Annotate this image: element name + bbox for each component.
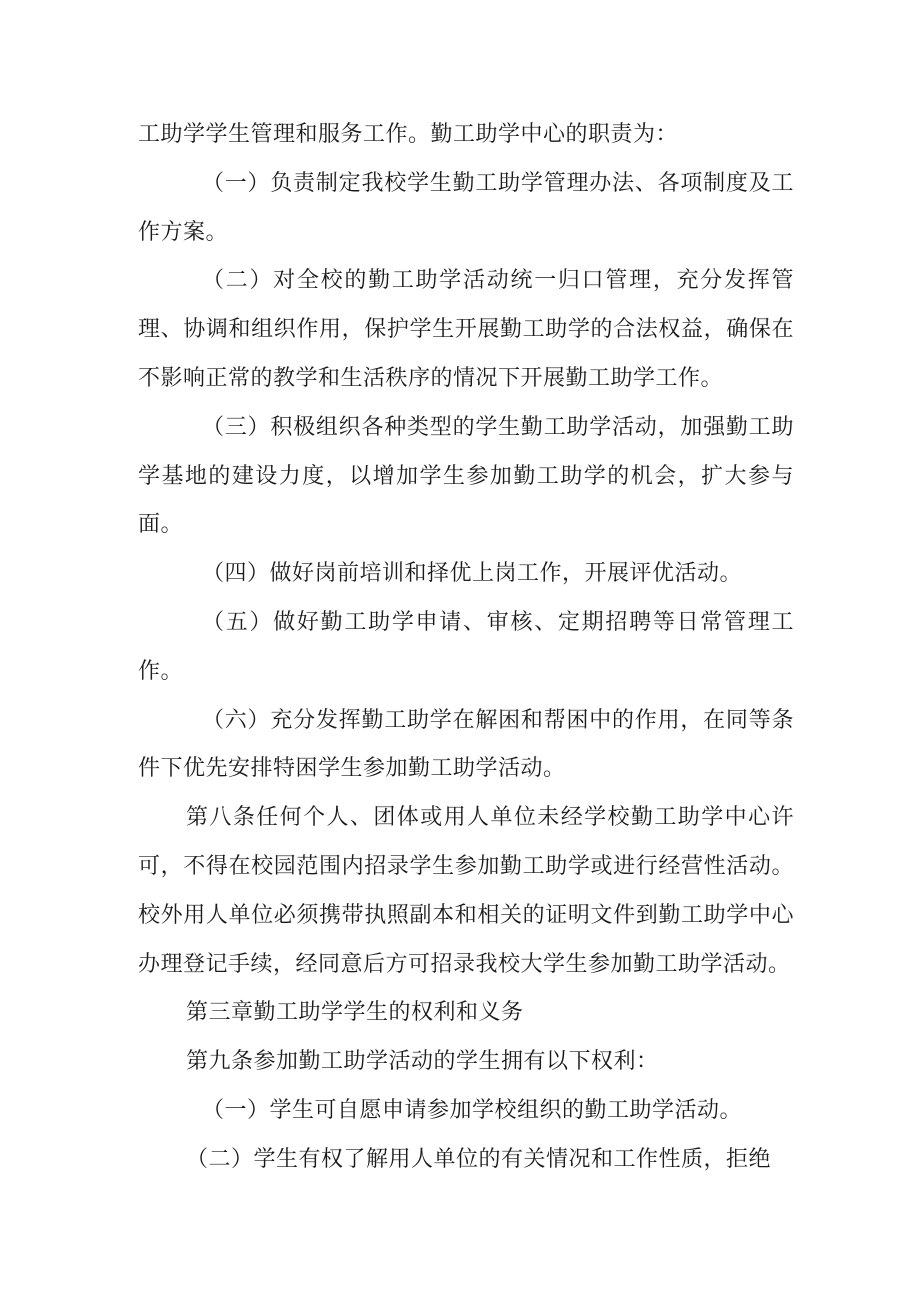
chapter-3-heading: 第三章勤工助学学生的权利和义务 [186, 1000, 524, 1026]
paragraph-duty-3: （三）积极组织各种类型的学生勤工助学活动，加强勤工助学基地的建设力度，以增加学生参加勤工助学的机会，扩大参与面。 [138, 414, 794, 538]
paragraph-article-9: 第九条参加勤工助学活动的学生拥有以下权利： [186, 1049, 659, 1075]
paragraph-duties-intro: 工助学学生管理和服务工作。勤工助学中心的职责为： [138, 122, 679, 147]
paragraph-duty-1: （一）负责制定我校学生勤工助学管理办法、各项制度及工作方案。 [138, 170, 794, 245]
document-body [138, 111, 794, 1185]
paragraph-duty-4: （四）做好岗前培训和择优上岗工作，开展评优活动。 [202, 561, 743, 587]
paragraph-article-8: 第八条任何个人、团体或用人单位未经学校勤工助学中心许可，不得在校园范围内招录学生参加勤工助学或进行经营性活动。校外用人单位必须携带执照副本和相关的证明文件到勤工助学中心办理登记手续，经同意后方可招录我校大学生参加勤工助学活动。 [138, 805, 794, 977]
paragraph-right-2: （二）学生有权了解用人单位的有关情况和工作性质，拒绝 [186, 1146, 772, 1172]
paragraph-right-1: （一）学生可自愿申请参加学校组织的勤工助学活动。 [202, 1097, 743, 1123]
paragraph-duty-6: （六）充分发挥勤工助学在解困和帮困中的作用，在同等条件下优先安排特困学生参加勤工助学活动。 [138, 707, 794, 782]
paragraph-duty-5: （五）做好勤工助学申请、审核、定期招聘等日常管理工作。 [138, 609, 794, 684]
paragraph-duty-2: （二）对全校的勤工助学活动统一归口管理，充分发挥管理、协调和组织作用，保护学生开展勤工助学的合法权益，确保在不影响正常的教学和生活秩序的情况下开展勤工助学工作。 [138, 268, 794, 391]
